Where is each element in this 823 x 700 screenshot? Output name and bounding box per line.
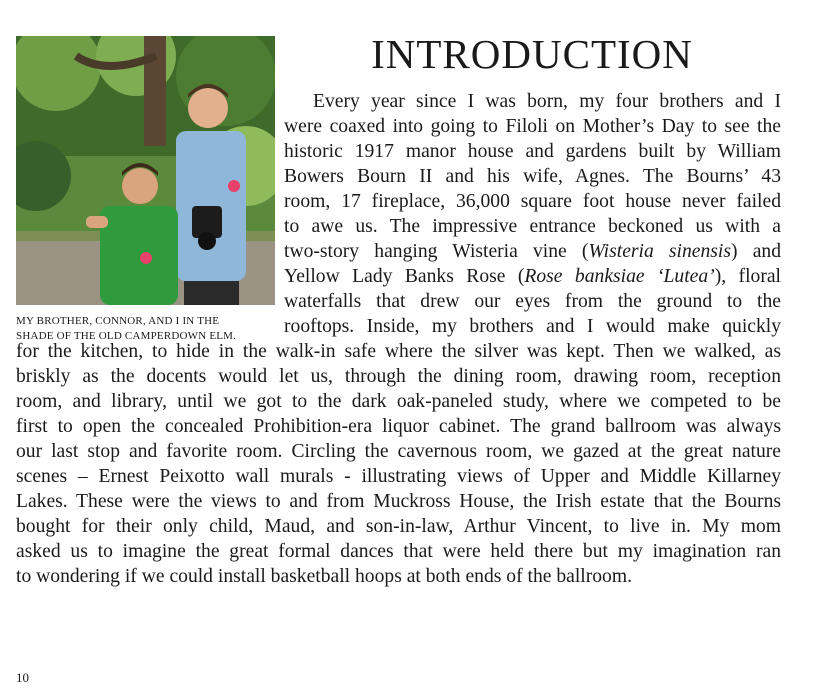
paragraph-line: Yellow Lady Banks Rose (Rose banksiae ‘Lutea’), floral [284,266,781,287]
paragraph-line: to awe us. The impressive entrance beckoned us with a [284,216,781,237]
paragraph-line: to wondering if we could install basketball hoops at both ends of the ballroom. [16,566,632,587]
species-name: Rose banksiae ‘Lutea’ [524,266,715,287]
paragraph-line: scenes – Ernest Peixotto wall murals - illustrating views of Upper and Middle Killarney [16,466,781,487]
paragraph-line: our last stop and favorite room. Circling the cavernous room, we gazed at the great nature [16,441,781,462]
species-name: Wisteria sinensis [588,241,731,262]
paragraph-line: two-story hanging Wisteria vine (Wisteria sinensis) and [284,241,781,262]
photo-illustration [16,36,275,305]
paragraph-line: waterfalls that drew our eyes from the ground to the [284,291,781,312]
paragraph-line: Every year since I was born, my four brothers and I [313,91,781,112]
page-number: 10 [16,670,29,685]
paragraph-line: briskly as the docents would let us, through the dining room, drawing room, reception [16,366,781,387]
paragraph-line: Bowers Bourn II and his wife, Agnes. The Bourns’ 43 [284,166,781,187]
caption-line: MY BROTHER, CONNOR, AND I IN THE [16,315,220,327]
paragraph-line: room, 17 fireplace, 36,000 square foot house never failed [284,191,781,212]
paragraph-line: room, and library, until we got to the dark oak-paneled study, where we competed to be [16,391,781,412]
paragraph-line: asked us to imagine the great formal dances that were held there but my imagination ran [16,541,781,562]
paragraph-line: Lakes. These were the views to and from Muckross House, the Irish estate that the Bourns [16,491,781,512]
paragraph-line: bought for their only child, Maud, and son-in-law, Arthur Vincent, to live in. My mom [16,516,781,537]
photo-brothers-under-elm [16,36,275,305]
caption-line: SHADE OF THE OLD CAMPERDOWN ELM. [16,330,237,342]
paragraph-line: rooftops. Inside, my brothers and I would make quickly [284,316,781,337]
paragraph-line: were coaxed into going to Filoli on Mother’s Day to see the [284,116,781,137]
paragraph-line: historic 1917 manor house and gardens built by William [284,141,781,162]
paragraph-line: for the kitchen, to hide in the walk-in safe where the silver was kept. Then we walked, as [16,341,781,362]
page-title: INTRODUCTION [371,31,693,77]
paragraph-line: first to open the concealed Prohibition-era liquor cabinet. The grand ballroom was always [16,416,781,437]
